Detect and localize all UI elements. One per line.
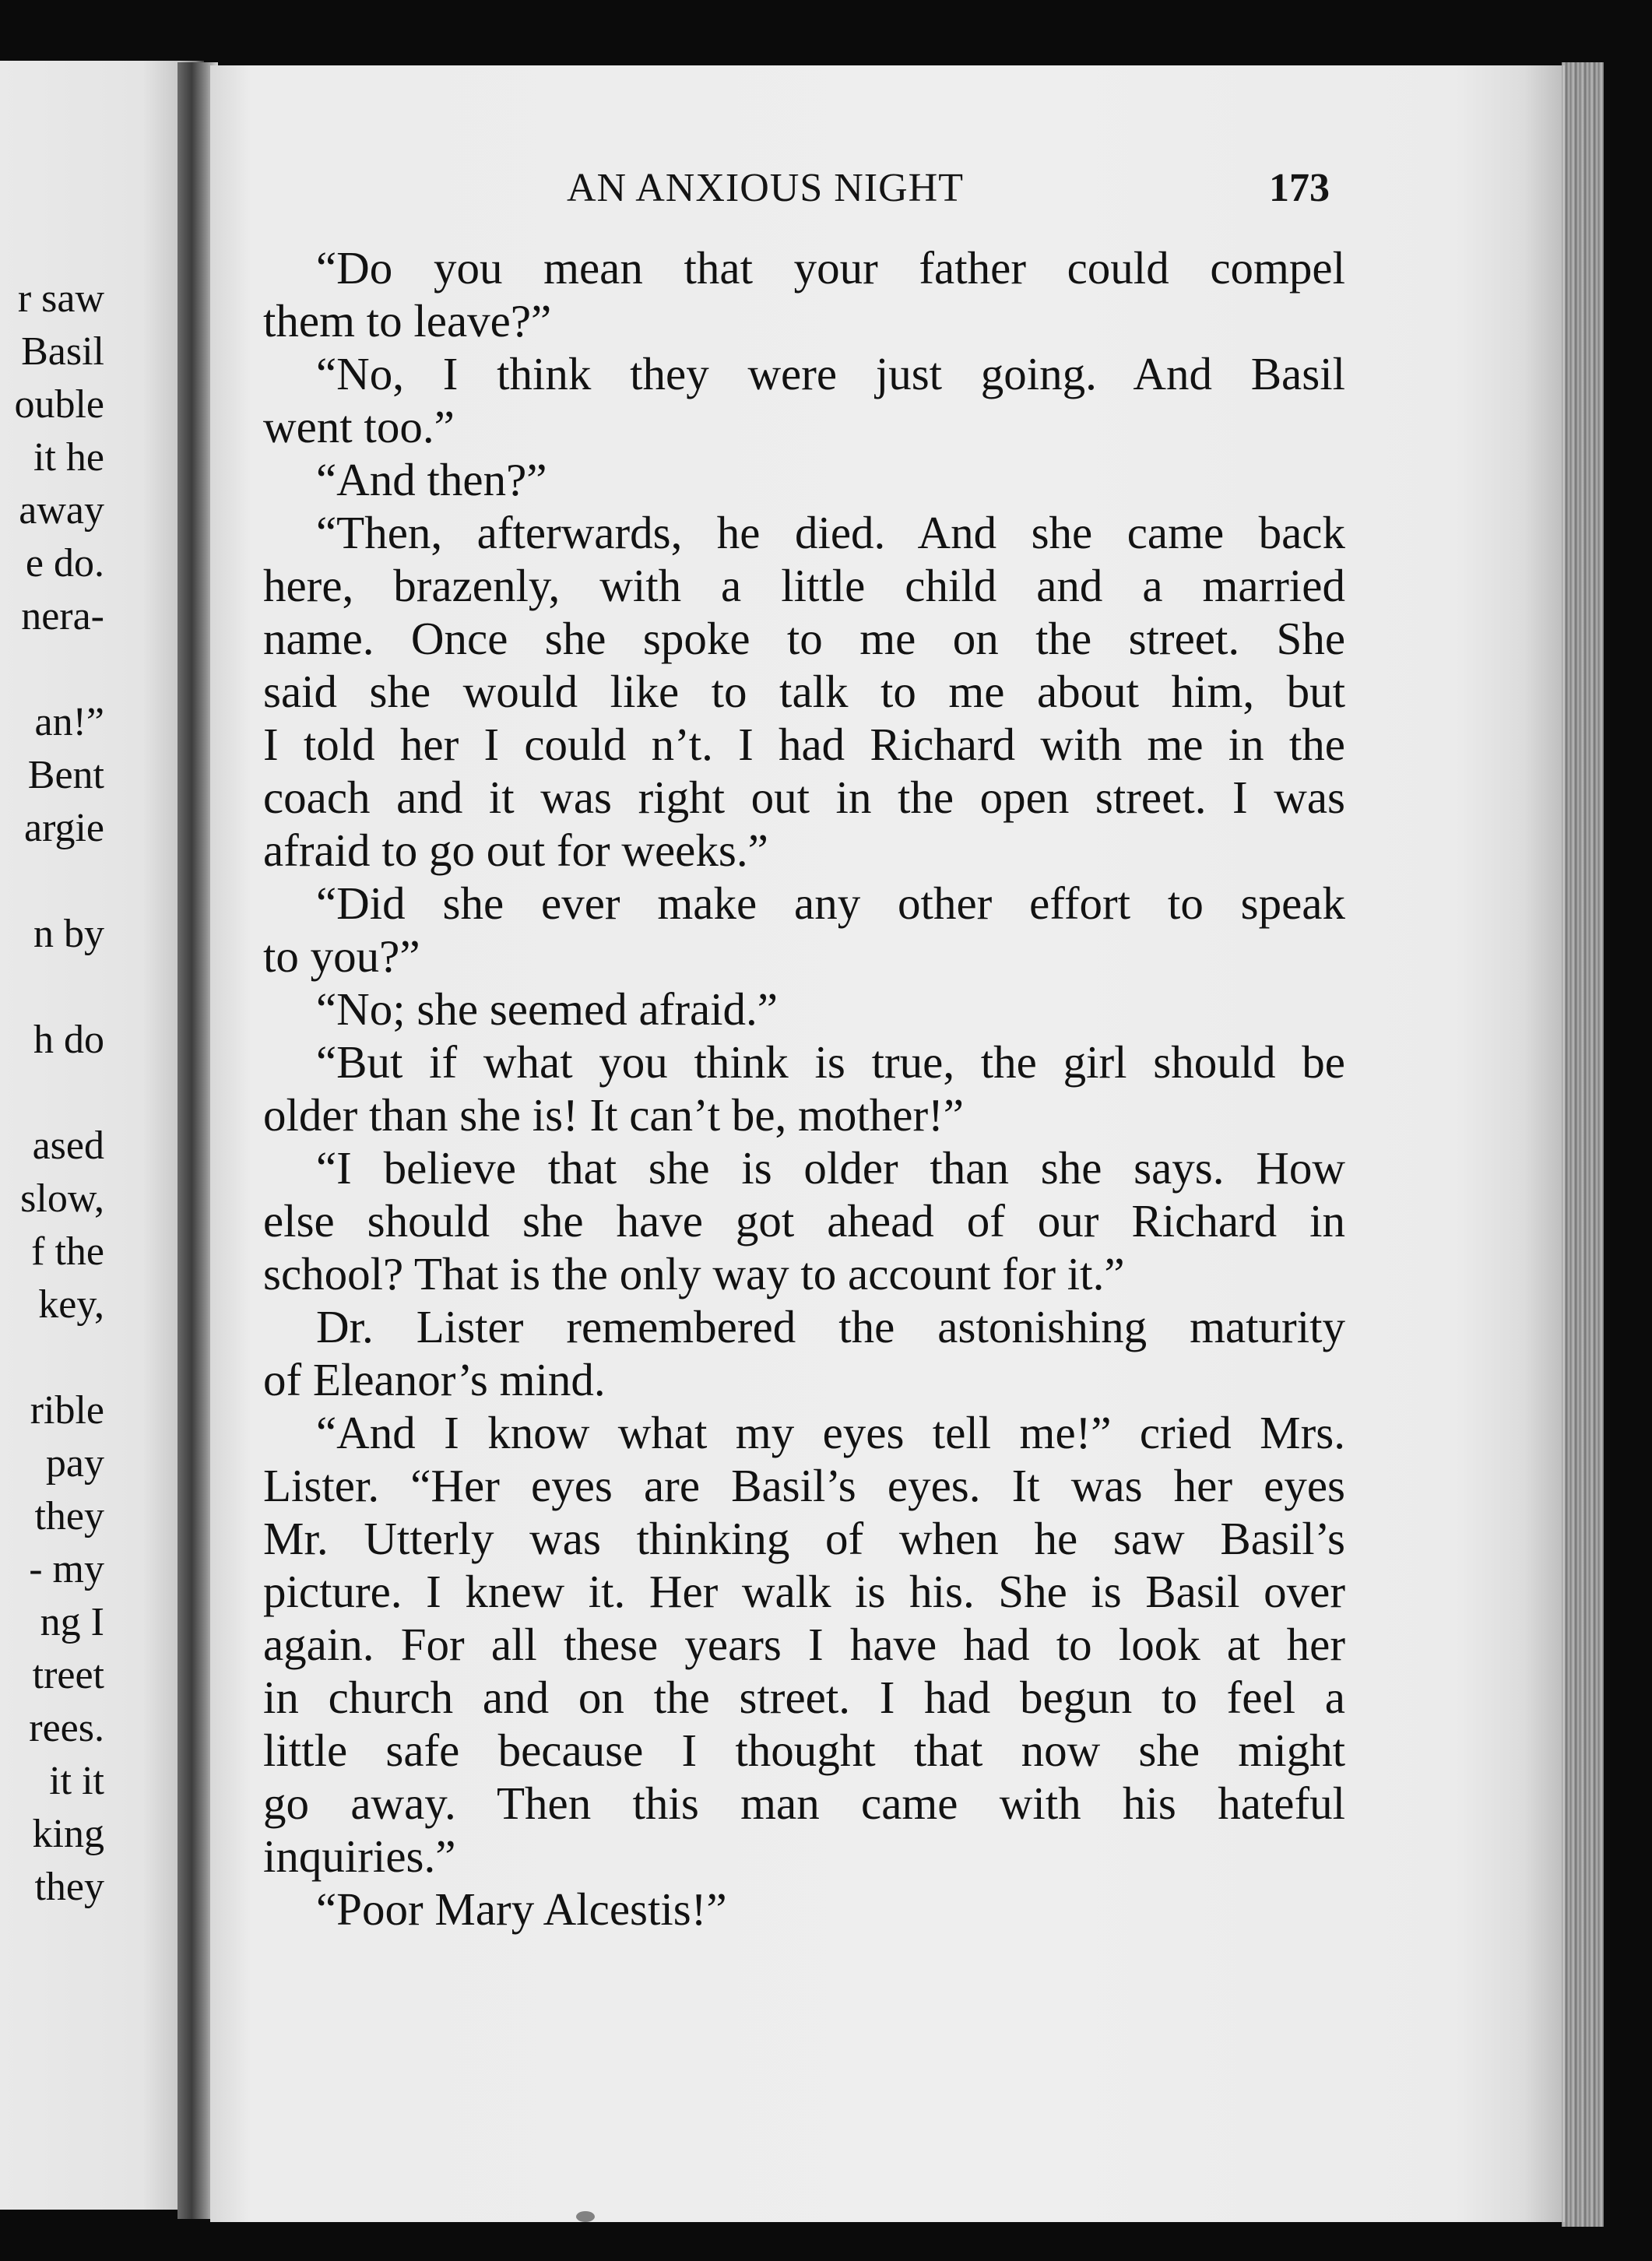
page-stack-edge xyxy=(1562,62,1604,2227)
text-line: else should she have got ahead of our Richard in xyxy=(263,1195,1345,1247)
text-line: “Then, afterwards, he died. And she came back xyxy=(316,507,1345,558)
previous-page-line: Basil xyxy=(21,329,104,374)
page-number: 173 xyxy=(1269,166,1330,210)
text-line: in church and on the street. I had begun to feel a xyxy=(263,1672,1345,1723)
previous-page-line: ased xyxy=(32,1123,104,1168)
text-line: name. Once she spoke to me on the street. She xyxy=(263,613,1345,664)
previous-page-line: rible xyxy=(30,1388,104,1433)
previous-page-line: key, xyxy=(38,1282,104,1327)
running-head: AN ANXIOUS NIGHT xyxy=(567,166,964,210)
previous-page-line: rees. xyxy=(29,1706,104,1750)
text-line: I told her I could n’t. I had Richard with me in the xyxy=(263,719,1345,770)
text-line: coach and it was right out in the open street. I was xyxy=(263,772,1345,823)
text-line: Dr. Lister remembered the astonishing maturity xyxy=(316,1301,1345,1352)
previous-page-line: - my xyxy=(29,1547,104,1591)
previous-page-line: r saw xyxy=(17,276,104,321)
text-line: went too.” xyxy=(263,401,455,452)
text-line: said she would like to talk to me about him, but xyxy=(263,666,1345,717)
previous-page-line: they xyxy=(34,1494,104,1538)
previous-page-edge xyxy=(0,61,204,2210)
previous-page-line: h do xyxy=(33,1018,104,1062)
text-line: “No; she seemed afraid.” xyxy=(316,983,778,1035)
text-line: little safe because I thought that now she might xyxy=(263,1725,1345,1776)
previous-page-line: argie xyxy=(24,806,104,850)
text-line: picture. I knew it. Her walk is his. She is Basil over xyxy=(263,1566,1345,1617)
previous-page-line: it it xyxy=(49,1759,104,1803)
previous-page-line: n by xyxy=(33,912,104,956)
previous-page-line: it he xyxy=(33,435,104,480)
text-line: “But if what you think is true, the girl should be xyxy=(316,1036,1345,1088)
previous-page-line: Bent xyxy=(27,753,104,797)
text-line: here, brazenly, with a little child and a married xyxy=(263,560,1345,611)
text-line: Mr. Utterly was thinking of when he saw Basil’s xyxy=(263,1513,1345,1564)
text-line: Lister. “Her eyes are Basil’s eyes. It was her eyes xyxy=(263,1460,1345,1511)
text-line: “I believe that she is older than she says. How xyxy=(316,1142,1345,1194)
previous-page-line: e do. xyxy=(25,541,104,585)
text-line: go away. Then this man came with his hateful xyxy=(263,1778,1345,1829)
previous-page-line: f the xyxy=(31,1229,104,1274)
previous-page-line: king xyxy=(32,1812,104,1856)
previous-page-line: pay xyxy=(45,1441,104,1486)
text-line: “And then?” xyxy=(316,454,547,505)
previous-page-line: treet xyxy=(32,1653,104,1697)
text-line: “Do you mean that your father could compel xyxy=(316,242,1345,294)
text-line: afraid to go out for weeks.” xyxy=(263,825,768,876)
text-line: older than she is! It can’t be, mother!” xyxy=(263,1089,964,1141)
text-line: inquiries.” xyxy=(263,1830,456,1882)
previous-page-line: ng I xyxy=(40,1600,104,1644)
previous-page-line: nera- xyxy=(21,594,104,638)
text-line: again. For all these years I have had to look at her xyxy=(263,1619,1345,1670)
text-line: to you?” xyxy=(263,930,420,982)
previous-page-line: away xyxy=(19,488,104,533)
ink-smudge xyxy=(576,2211,595,2222)
text-line: school? That is the only way to account for it.” xyxy=(263,1248,1125,1299)
previous-page-line: they xyxy=(34,1865,104,1909)
text-line: “And I know what my eyes tell me!” cried Mrs. xyxy=(316,1407,1345,1458)
text-line: of Eleanor’s mind. xyxy=(263,1354,606,1405)
text-line: “No, I think they were just going. And Basil xyxy=(316,348,1345,399)
text-line: “Poor Mary Alcestis!” xyxy=(316,1883,727,1935)
previous-page-line: ouble xyxy=(14,382,104,427)
previous-page-line: an!” xyxy=(34,700,104,744)
text-line: them to leave?” xyxy=(263,295,552,346)
previous-page-line: slow, xyxy=(20,1176,104,1221)
text-line: “Did she ever make any other effort to speak xyxy=(316,877,1345,929)
